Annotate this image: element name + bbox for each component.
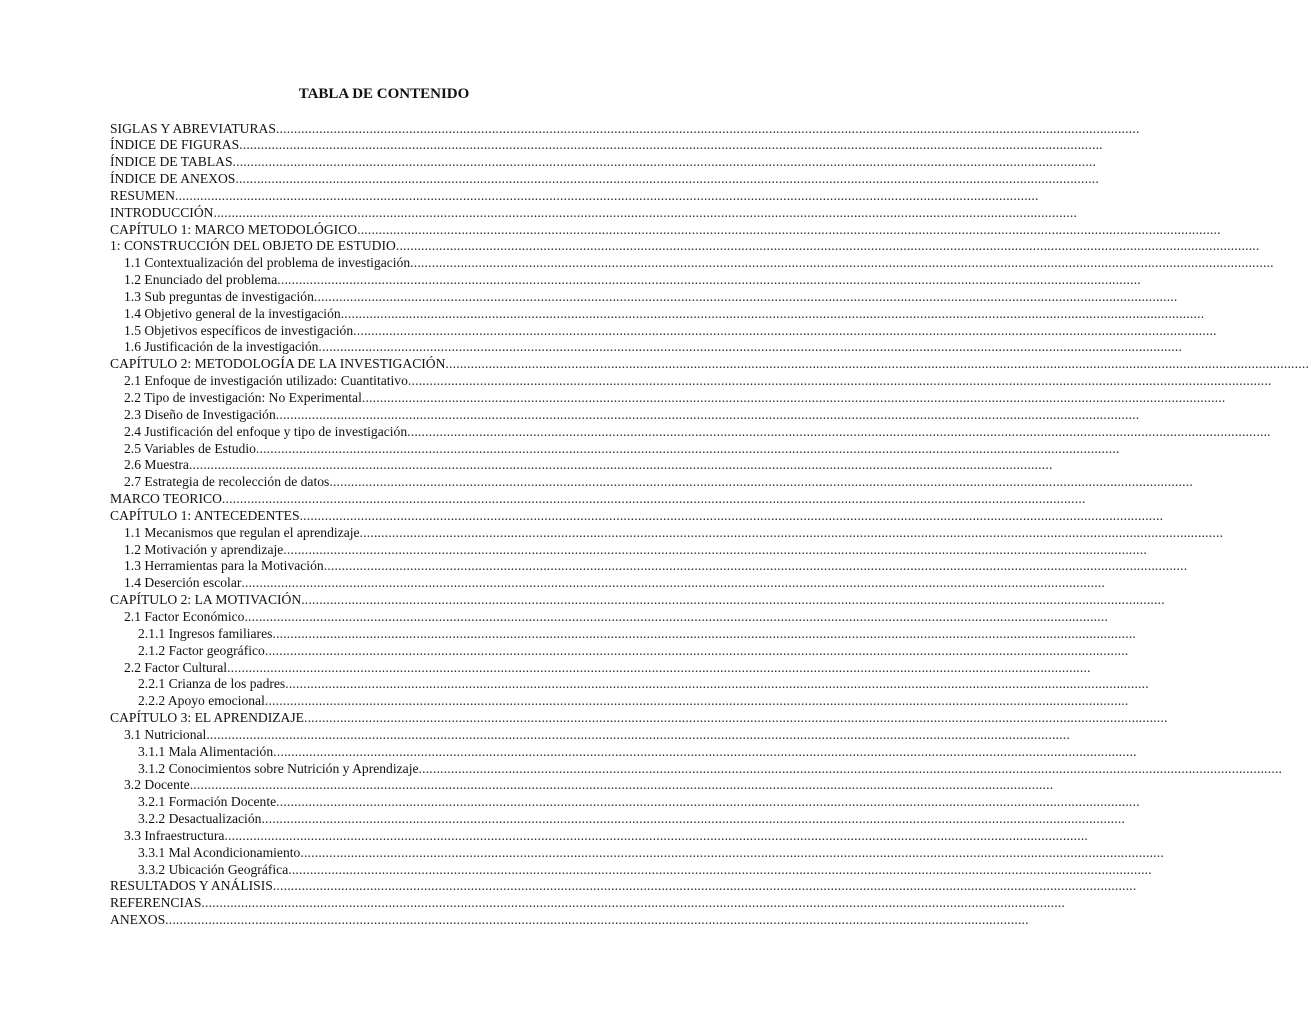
toc-entry-text: 1.1 Contextualización del problema de investigación — [124, 255, 411, 271]
toc-entry-text: 2.2 Tipo de investigación: No Experimental — [124, 390, 362, 405]
toc-list — [110, 120, 1309, 930]
toc-entry — [110, 676, 1149, 693]
dot-leader: ................................................................................................................................................................................................................................................ — [300, 844, 1164, 860]
toc-entry — [110, 255, 1274, 272]
toc-entry-text: ANEXOS — [110, 912, 166, 928]
toc-entry — [110, 137, 1103, 154]
toc-entry-text: CAPÍTULO 1: MARCO METODOLÓGICO — [110, 221, 358, 237]
dot-leader: ................................................................................................................................................................................................................................................ — [353, 322, 1217, 338]
toc-entry-text: 3.2 Docente — [124, 777, 190, 793]
toc-entry — [110, 288, 1178, 306]
dot-leader: ................................................................................................................................................................................................................................................ — [418, 760, 1283, 776]
toc-entry — [110, 541, 1147, 559]
toc-entry-text: 2.2 Factor Cultural — [124, 659, 228, 675]
toc-entry-text: ÍNDICE DE ANEXOS — [110, 171, 236, 187]
dot-leader: ................................................................................................................................................................................................................................................ — [361, 390, 1226, 405]
toc-entry-text: 1.3 Herramientas para la Motivación — [124, 558, 324, 574]
dot-leader: ................................................................................................................................................................................................................................................ — [264, 693, 1129, 709]
toc-entry — [110, 339, 1183, 356]
dot-leader: ................................................................................................................................................................................................................................................ — [213, 204, 1078, 220]
dot-leader: ................................................................................................................................................................................................................................................ — [272, 878, 1137, 894]
dot-leader: ................................................................................................................................................................................................................................................ — [329, 474, 1193, 490]
dot-leader: ................................................................................................................................................................................................................................................ — [189, 777, 1054, 793]
dot-leader: ................................................................................................................................................................................................................................................ — [255, 440, 1120, 456]
dot-leader: ................................................................................................................................................................................................................................................ — [410, 255, 1274, 271]
toc-entry-text: 1.4 Deserción escolar — [124, 575, 242, 591]
toc-entry — [110, 491, 1086, 508]
dot-leader: ................................................................................................................................................................................................................................................ — [224, 827, 1089, 843]
dot-leader: ................................................................................................................................................................................................................................................ — [288, 861, 1152, 877]
toc-entry-text: SIGLAS Y ABREVIATURAS — [110, 120, 276, 136]
toc-entry — [110, 760, 1283, 778]
toc-entry — [110, 373, 1272, 390]
toc-entry-text: ÍNDICE DE FIGURAS — [110, 137, 240, 153]
dot-leader: ................................................................................................................................................................................................................................................ — [323, 558, 1188, 574]
toc-entry — [110, 187, 1039, 205]
toc-entry — [110, 322, 1217, 340]
dot-leader: ................................................................................................................................................................................................................................................ — [165, 912, 1029, 928]
dot-leader: ................................................................................................................................................................................................................................................ — [235, 171, 1099, 187]
toc-entry-text: RESULTADOS Y ANÁLISIS — [110, 878, 273, 894]
toc-entry-text: REFERENCIAS — [110, 895, 202, 911]
toc-entry — [110, 912, 1029, 929]
dot-leader: ................................................................................................................................................................................................................................................ — [340, 305, 1205, 321]
toc-entry-text: 3.1.2 Conocimientos sobre Nutrición y Aprendizaje — [138, 760, 419, 776]
toc-entry-text: CAPÍTULO 2: METODOLOGÍA DE LA INVESTIGACIÓN — [110, 356, 446, 372]
toc-entry — [110, 895, 1066, 912]
toc-entry — [110, 171, 1099, 188]
dot-leader: ................................................................................................................................................................................................................................................ — [276, 794, 1140, 810]
toc-entry — [110, 827, 1089, 845]
toc-entry-text: 3.2.1 Formación Docente — [138, 794, 277, 810]
toc-entry-text: 2.6 Muestra — [124, 457, 189, 473]
toc-entry — [110, 423, 1271, 441]
toc-entry-text: ÍNDICE DE TABLAS — [110, 154, 233, 170]
toc-entry — [110, 743, 1137, 761]
toc-entry — [110, 204, 1078, 222]
toc-entry-text: 3.2.2 Desactualización — [138, 811, 262, 827]
dot-leader: ................................................................................................................................................................................................................................................ — [285, 676, 1149, 692]
toc-entry-text: 1.3 Sub preguntas de investigación — [124, 288, 314, 304]
toc-entry-text: CAPÍTULO 1: ANTECEDENTES — [110, 507, 300, 523]
toc-entry — [110, 710, 1168, 727]
dot-leader: ................................................................................................................................................................................................................................................ — [275, 120, 1140, 136]
toc-entry — [110, 221, 1221, 239]
toc-entry — [110, 625, 1137, 643]
dot-leader: ................................................................................................................................................................................................................................................ — [227, 659, 1091, 675]
toc-entry — [110, 356, 1309, 373]
toc-entry-text: 2.1.1 Ingresos familiares — [138, 625, 273, 641]
dot-leader: ................................................................................................................................................................................................................................................ — [301, 592, 1165, 608]
toc-entry — [110, 878, 1137, 895]
toc-entry — [110, 305, 1205, 323]
dot-leader: ................................................................................................................................................................................................................................................ — [188, 457, 1053, 473]
toc-entry — [110, 592, 1165, 609]
toc-entry — [110, 844, 1164, 862]
dot-leader: ................................................................................................................................................................................................................................................ — [241, 575, 1106, 591]
toc-entry — [110, 524, 1224, 542]
dot-leader: ................................................................................................................................................................................................................................................ — [407, 373, 1272, 389]
dot-leader: ................................................................................................................................................................................................................................................ — [277, 272, 1141, 288]
toc-entry — [110, 272, 1141, 289]
toc-entry — [110, 238, 1260, 255]
dot-leader: ................................................................................................................................................................................................................................................ — [272, 625, 1137, 641]
toc-entry — [110, 726, 1070, 744]
toc-entry — [110, 474, 1193, 491]
dot-leader: ................................................................................................................................................................................................................................................ — [232, 154, 1097, 170]
toc-entry — [110, 777, 1054, 794]
toc-entry-text: 1.2 Enunciado del problema — [124, 272, 278, 288]
dot-leader: ................................................................................................................................................................................................................................................ — [264, 642, 1129, 658]
toc-entry-text: 2.7 Estrategia de recolección de datos — [124, 474, 330, 490]
dot-leader: ................................................................................................................................................................................................................................................ — [303, 710, 1168, 726]
toc-entry-text: 3.3.2 Ubicación Geográfica — [138, 861, 289, 877]
dot-leader: ................................................................................................................................................................................................................................................ — [395, 238, 1260, 254]
toc-entry — [110, 390, 1226, 407]
toc-entry-text: 3.3.1 Mal Acondicionamiento — [138, 844, 301, 860]
dot-leader: ................................................................................................................................................................................................................................................ — [221, 491, 1086, 507]
dot-leader: ................................................................................................................................................................................................................................................ — [239, 137, 1103, 153]
toc-entry-text: 2.2.2 Apoyo emocional — [138, 693, 265, 709]
toc-entry-text: 3.1 Nutricional — [124, 726, 207, 742]
toc-entry — [110, 642, 1129, 660]
toc-entry-text: 1.6 Justificación de la investigación — [124, 339, 319, 355]
toc-entry-text: 1.1 Mecanismos que regulan el aprendizaje — [124, 524, 360, 540]
toc-entry-text: 1.4 Objetivo general de la investigación — [124, 305, 341, 321]
toc-entry-text: 2.3 Diseño de Investigación — [124, 406, 276, 422]
toc-entry — [110, 457, 1053, 474]
dot-leader: ................................................................................................................................................................................................................................................ — [313, 288, 1178, 304]
dot-leader: ................................................................................................................................................................................................................................................ — [244, 608, 1109, 624]
dot-leader: ................................................................................................................................................................................................................................................ — [261, 811, 1126, 827]
toc-entry — [110, 558, 1188, 575]
toc-entry — [110, 507, 1164, 525]
toc-entry — [110, 154, 1097, 171]
toc-entry — [110, 608, 1109, 626]
toc-entry — [110, 120, 1140, 138]
toc-entry-text: RESUMEN — [110, 187, 175, 203]
dot-leader: ................................................................................................................................................................................................................................................ — [318, 339, 1183, 355]
dot-leader: ................................................................................................................................................................................................................................................ — [357, 221, 1221, 237]
toc-entry — [110, 693, 1129, 710]
toc-entry-text: 1: CONSTRUCCIÓN DEL OBJETO DE ESTUDIO — [110, 238, 396, 254]
toc-entry-text: 1.2 Motivación y aprendizaje — [124, 541, 284, 557]
toc-entry-text: 2.1 Factor Económico — [124, 608, 245, 624]
toc-entry — [110, 659, 1091, 677]
toc-entry-text: 3.1.1 Mala Alimentación — [138, 743, 274, 759]
toc-entry — [110, 575, 1106, 592]
dot-leader: ................................................................................................................................................................................................................................................ — [206, 726, 1070, 742]
toc-entry — [110, 406, 1140, 424]
toc-entry — [110, 794, 1140, 811]
dot-leader: ................................................................................................................................................................................................................................................ — [359, 524, 1224, 540]
toc-entry-text: MARCO TEORICO — [110, 491, 222, 507]
dot-leader: ................................................................................................................................................................................................................................................ — [445, 356, 1309, 372]
dot-leader: ................................................................................................................................................................................................................................................ — [273, 743, 1137, 759]
toc-entry-text: 2.4 Justificación del enfoque y tipo de investigación — [124, 423, 408, 439]
toc-entry-text: 2.1.2 Factor geográfico — [138, 642, 265, 658]
dot-leader: ................................................................................................................................................................................................................................................ — [275, 406, 1140, 422]
toc-entry-text: 2.5 Variables de Estudio — [124, 440, 256, 456]
dot-leader: ................................................................................................................................................................................................................................................ — [283, 541, 1147, 557]
dot-leader: ................................................................................................................................................................................................................................................ — [201, 895, 1066, 911]
toc-entry-text: 2.2.1 Crianza de los padres — [138, 676, 286, 692]
toc-entry — [110, 811, 1126, 828]
toc-entry-text: 1.5 Objetivos específicos de investigación — [124, 322, 354, 338]
toc-entry — [110, 440, 1120, 458]
dot-leader: ................................................................................................................................................................................................................................................ — [407, 423, 1271, 439]
dot-leader: ................................................................................................................................................................................................................................................ — [299, 507, 1164, 523]
dot-leader: ................................................................................................................................................................................................................................................ — [174, 187, 1039, 203]
toc-entry-text: 3.3 Infraestructura — [124, 827, 225, 843]
toc-title: TABLA DE CONTENIDO — [298, 86, 470, 102]
toc-entry-text: 2.1 Enfoque de investigación utilizado: Cuantitativo — [124, 373, 408, 389]
toc-entry-text: CAPÍTULO 2: LA MOTIVACIÓN — [110, 592, 302, 608]
toc-entry — [110, 861, 1152, 879]
toc-entry-text: INTRODUCCIÓN — [110, 204, 214, 220]
toc-entry-text: CAPÍTULO 3: EL APRENDIZAJE — [110, 710, 304, 726]
